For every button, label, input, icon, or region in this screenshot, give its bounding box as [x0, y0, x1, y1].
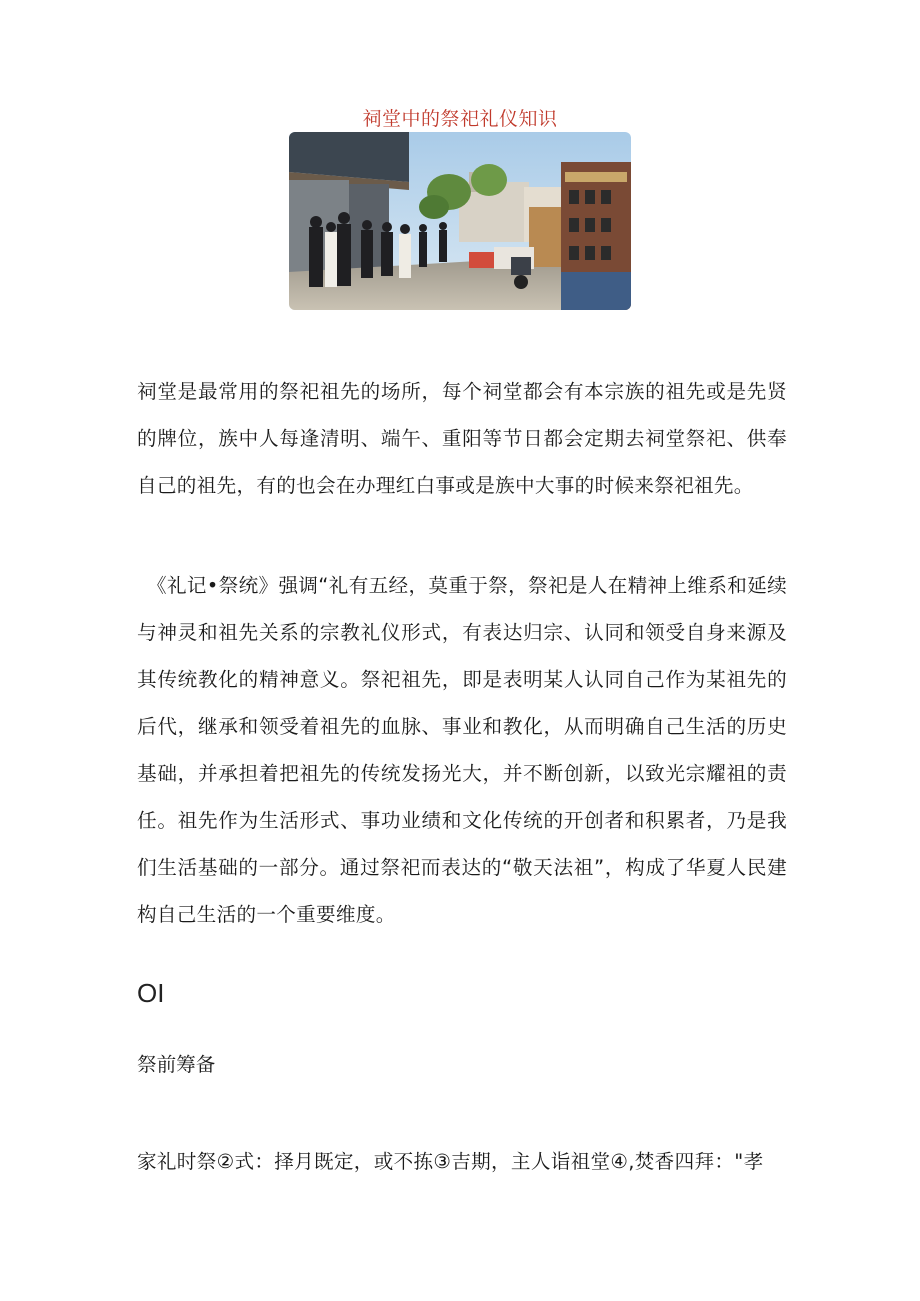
- page-title: 祠堂中的祭祀礼仪知识: [362, 108, 558, 130]
- liji-paragraph: [137, 562, 787, 938]
- street-scene-photo: [289, 132, 631, 310]
- section-number: OI: [137, 978, 165, 1008]
- ritual-paragraph: 家礼时祭②式：择月既定，或不拣③吉期，主人诣祖堂④,焚香四拜："孝: [137, 1150, 764, 1173]
- section-title: 祭前筹备: [137, 1053, 216, 1076]
- liji-paragraph-text: 《礼记•祭统》强调“礼有五经，莫重于祭，祭祀是人在精神上维系和延续与神灵和祖先关系的宗教礼仪形式，有表达归宗、认同和领受自身来源及其传统教化的精神意义。祭祀祖先，即是表明某人认同自己作为某祖先的后代，继承和领受着祖先的血脉、事业和教化，从而明确自己生活的历史基础，并承担着把祖先的传统发扬光大，并不断创新，以致光宗耀祖的责任。祖先作为生活形式、事功业绩和文化传统的开创者和积累者，乃是我们生活基础的一部分。通过祭祀而表达的“敬天法祖”，构成了华夏人民建构自己生活的一个重要维度。: [137, 574, 787, 926]
- intro-paragraph: 祠堂是最常用的祭祀祖先的场所，每个祠堂都会有本宗族的祖先或是先贤的牌位，族中人每逢清明、端午、重阳等节日都会定期去祠堂祭祀、供奉自己的祖先，有的也会在办理红白事或是族中大事的时候来祭祀祖先。: [137, 380, 787, 497]
